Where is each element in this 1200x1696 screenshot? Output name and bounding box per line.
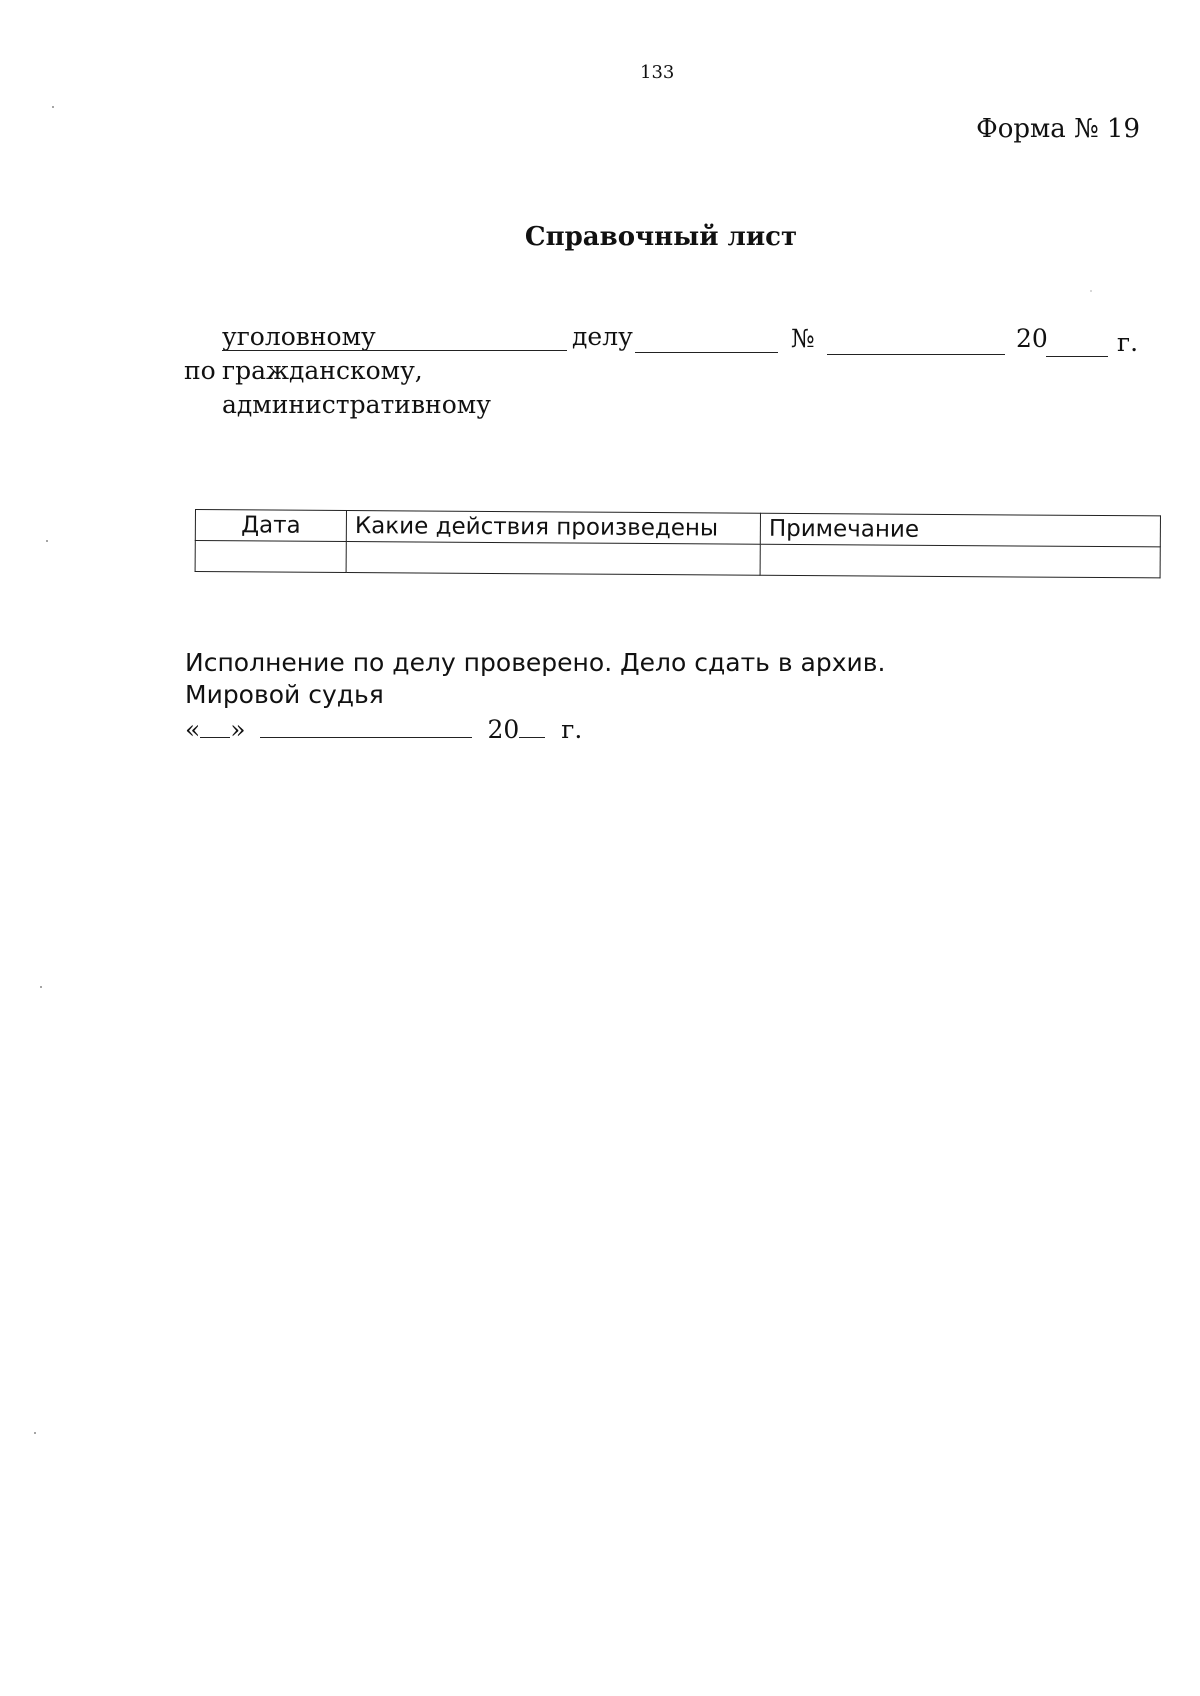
year-blank xyxy=(519,737,545,738)
case-year-underline xyxy=(1046,356,1108,357)
scan-speck xyxy=(46,540,48,542)
page-title: Справочный лист xyxy=(524,222,798,252)
scan-speck xyxy=(52,106,54,108)
table-cell-date xyxy=(195,541,346,573)
signature-date-line xyxy=(185,715,582,744)
table-cell-note xyxy=(760,544,1160,578)
case-number-underline xyxy=(827,354,1005,355)
case-type-civil: гражданскому, xyxy=(222,356,423,385)
case-year-prefix: 20 xyxy=(1016,324,1048,353)
case-number-sign: № xyxy=(791,324,815,353)
date-open-quote: « xyxy=(185,715,201,744)
case-type-administrative: административному xyxy=(222,390,491,419)
table-cell-actions xyxy=(346,542,760,576)
case-word: делу xyxy=(572,322,633,351)
day-blank xyxy=(200,737,230,738)
case-year-suffix: г. xyxy=(1117,328,1139,357)
column-header-date: Дата xyxy=(195,510,346,542)
column-header-note: Примечание xyxy=(760,513,1160,547)
case-blank-underline xyxy=(635,352,778,353)
case-type-underline xyxy=(222,350,567,351)
case-type-criminal: уголовному xyxy=(222,322,376,351)
judge-label: Мировой судья xyxy=(185,680,384,709)
form-number: Форма № 19 xyxy=(976,114,1140,144)
scan-speck xyxy=(34,1432,36,1434)
scan-speck xyxy=(1090,290,1092,292)
column-header-actions: Какие действия произведены xyxy=(346,511,760,545)
month-blank xyxy=(260,737,472,738)
page-number: 133 xyxy=(640,62,675,83)
execution-note: Исполнение по делу проверено. Дело сдать в архив. xyxy=(185,648,886,677)
reference-table xyxy=(195,509,1161,578)
date-close-quote: » xyxy=(230,715,246,744)
date-year-prefix: 20 xyxy=(487,715,520,744)
scan-speck xyxy=(40,986,42,988)
date-year-suffix: г. xyxy=(561,715,583,744)
table-row xyxy=(195,541,1160,578)
case-prefix: по xyxy=(184,356,216,385)
